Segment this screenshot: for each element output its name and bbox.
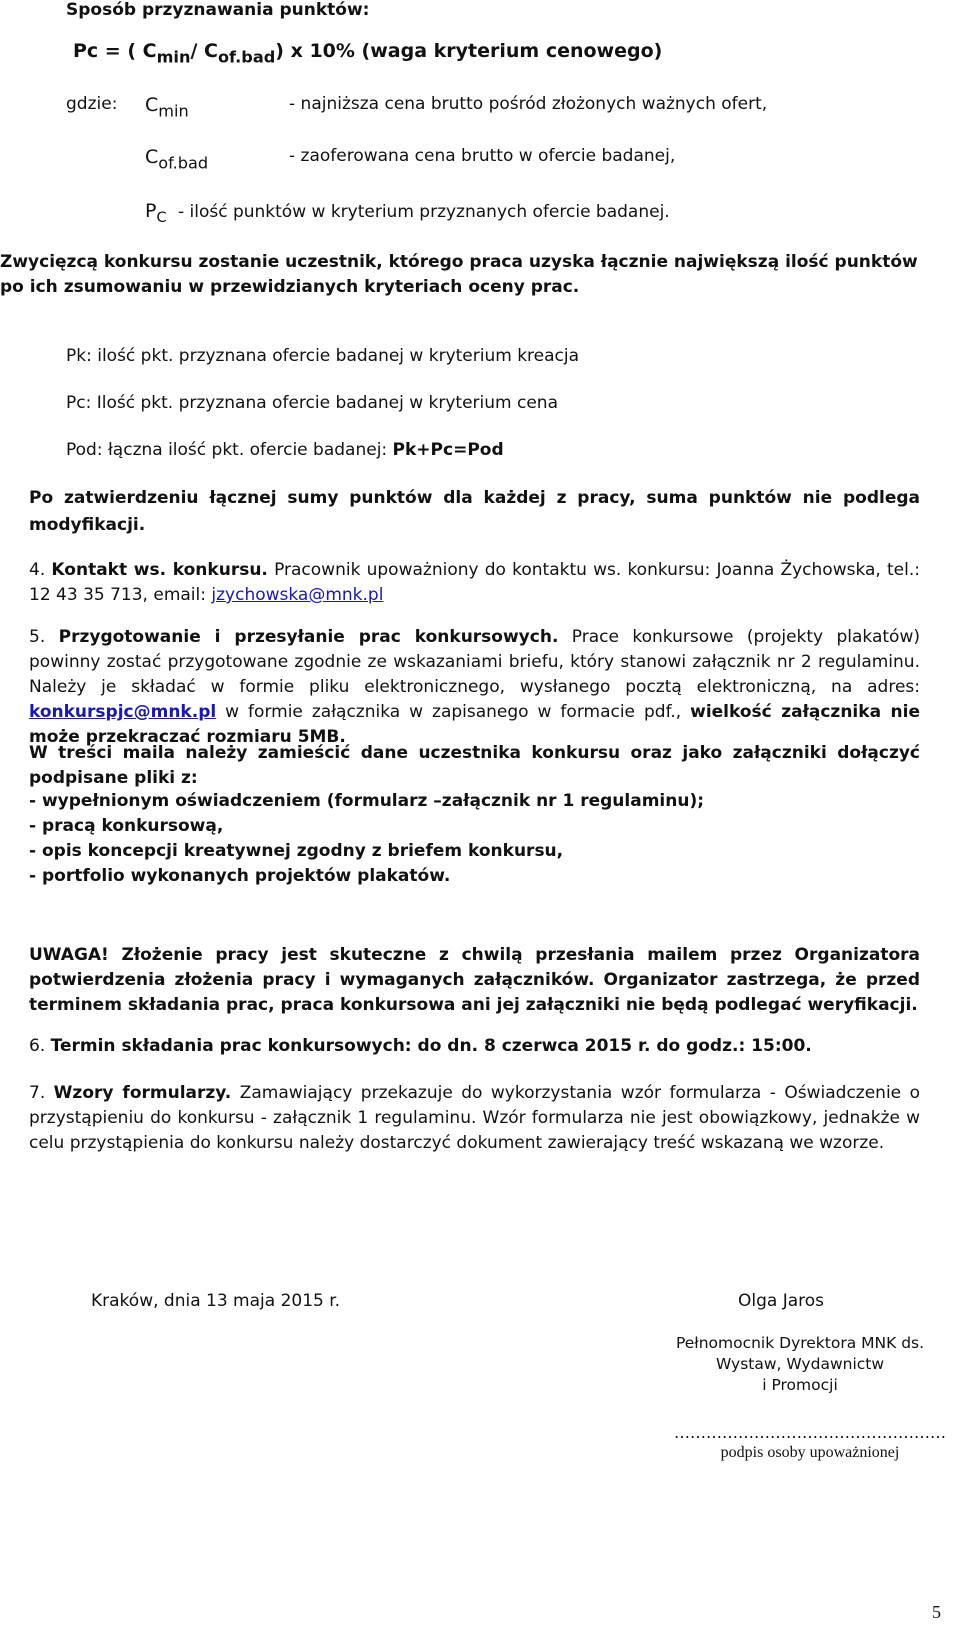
mail-content-paragraph: W treści maila należy zamieścić dane uczestnika konkursu oraz jako załączniki dołączyć podpisane pliki z: — [29, 743, 920, 788]
uwaga-paragraph — [29, 943, 920, 1018]
symbol-sub: of.bad — [158, 153, 209, 173]
section-number: 7. — [29, 1083, 54, 1103]
approval-paragraph: Po zatwierdzeniu łącznej sumy punktów dla każdej z pracy, suma punktów nie podlega modyfikacji. — [29, 488, 920, 535]
section-title: Kontakt ws. konkursu. — [51, 560, 268, 580]
formula-sub: min — [156, 47, 191, 67]
section-number: 6. — [29, 1036, 51, 1056]
formula-sub: of.bad — [217, 47, 276, 67]
contact-email-link[interactable]: jzychowska@mnk.pl — [211, 585, 384, 605]
place-date: Kraków, dnia 13 maja 2015 r. — [91, 1291, 341, 1311]
gdzie-label: gdzie: — [66, 94, 118, 114]
cof-description: - zaoferowana cena brutto w ofercie badanej, — [289, 146, 676, 166]
section-title: Wzory formularzy. — [53, 1083, 232, 1103]
size-limit-text: wielkość załącznika nie może przekraczać rozmiaru 5MB. — [29, 702, 920, 747]
symbol-base: P — [145, 200, 157, 222]
section-title: Przygotowanie i przesyłanie prac konkursowych. — [58, 627, 559, 647]
price-formula — [73, 40, 663, 67]
symbol-base: C — [145, 94, 159, 116]
section-text: Zamawiający przekazuje do wykorzystania wzór formularza - Oświadczenie o przystąpieniu do konkursu - załącznik 1 regulaminu. Wzór formularza nie jest obowiązkowy, jednakże w celu przystąpienia do konkursu należy dostarczyć dokument zawierający treść wskazaną we wzorze. — [29, 1083, 920, 1153]
signer-role-line: i Promocji — [762, 1376, 838, 1394]
list-item: - opis koncepcji kreatywnej zgodny z briefem konkursu, — [29, 841, 564, 861]
symbol-sub: min — [158, 101, 189, 121]
formula-heading: Sposób przyznawania punktów: — [66, 0, 370, 20]
cof-symbol — [145, 146, 209, 173]
uwaga-label: UWAGA! — [29, 945, 109, 965]
page-number: 5 — [932, 1602, 941, 1622]
symbol-base: C — [145, 146, 159, 168]
formula-part: Pc = ( C — [73, 40, 157, 62]
submission-email-link[interactable]: konkurspjc@mnk.pl — [29, 702, 217, 722]
symbol-sub: C — [156, 210, 167, 227]
pc-line: Pc: Ilość pkt. przyznana ofercie badanej w kryterium cena — [66, 393, 559, 413]
cmin-symbol — [145, 94, 189, 121]
section-6 — [29, 1036, 812, 1056]
uwaga-text: Złożenie pracy jest skuteczne z chwilą przesłania mailem przez Organizatora potwierdzenia złożenia pracy i wymaganych załączników. Organizator zastrzega, że przed terminem składania prac, praca konkursowa ani jej załączniki nie będą podlegać weryfikacji. — [29, 945, 920, 1015]
deadline-text: Termin składania prac konkursowych: do dn. 8 czerwca 2015 r. do godz.: 15:00. — [50, 1036, 812, 1056]
formula-part: ) x 10% (waga kryterium cenowego) — [275, 40, 663, 62]
section-text: w formie załącznika w zapisanego w formacie pdf., — [216, 702, 691, 722]
pod-line — [66, 440, 504, 460]
pod-formula: Pk+Pc=Pod — [392, 440, 504, 460]
signer-name: Olga Jaros — [738, 1291, 825, 1311]
pk-line: Pk: ilość pkt. przyznana ofercie badanej w kryterium kreacja — [66, 346, 580, 366]
signer-role-line: Wystaw, Wydawnictw — [715, 1355, 885, 1373]
winner-line-2: po ich zsumowaniu w przewidzianych kryteriach oceny prac. — [0, 277, 580, 297]
signature-dots: …………………………………………… — [674, 1423, 946, 1442]
cmin-description: - najniższa cena brutto pośród złożonych ważnych ofert, — [289, 94, 768, 114]
signer-role — [640, 1333, 960, 1396]
section-7 — [29, 1081, 920, 1156]
formula-part: / C — [190, 40, 218, 62]
signer-role-line: Pełnomocnik Dyrektora MNK ds. — [675, 1334, 925, 1352]
list-item: - portfolio wykonanych projektów plakatów. — [29, 866, 451, 886]
pod-text: Pod: łączna ilość pkt. ofercie badanej: — [66, 440, 393, 460]
section-text: Prace konkursowe (projekty plakatów) powinny zostać przygotowane zgodnie ze wskazaniami briefu, który stanowi załącznik nr 2 regulaminu. Należy je składać w formie pliku elektronicznego, wysłanego pocztą elektroniczną, na adres: — [29, 627, 920, 697]
winner-line-1: Zwycięzcą konkursu zostanie uczestnik, którego praca uzyska łącznie największą ilość punktów — [0, 252, 918, 272]
list-item: - wypełnionym oświadczeniem (formularz –załącznik nr 1 regulaminu); — [29, 791, 705, 811]
section-4 — [29, 558, 920, 608]
section-number: 5. — [29, 627, 59, 647]
pc-definition — [145, 200, 670, 227]
signature-caption: podpis osoby upoważnionej — [720, 1444, 900, 1461]
list-item: - pracą konkursową, — [29, 816, 224, 836]
section-number: 4. — [29, 560, 52, 580]
pc-description: - ilość punktów w kryterium przyznanych ofercie badanej. — [177, 202, 670, 222]
section-5 — [29, 625, 920, 750]
section-text: Pracownik upoważniony do kontaktu ws. konkursu: Joanna Żychowska, tel.: 12 43 35 713, email: — [29, 560, 920, 605]
